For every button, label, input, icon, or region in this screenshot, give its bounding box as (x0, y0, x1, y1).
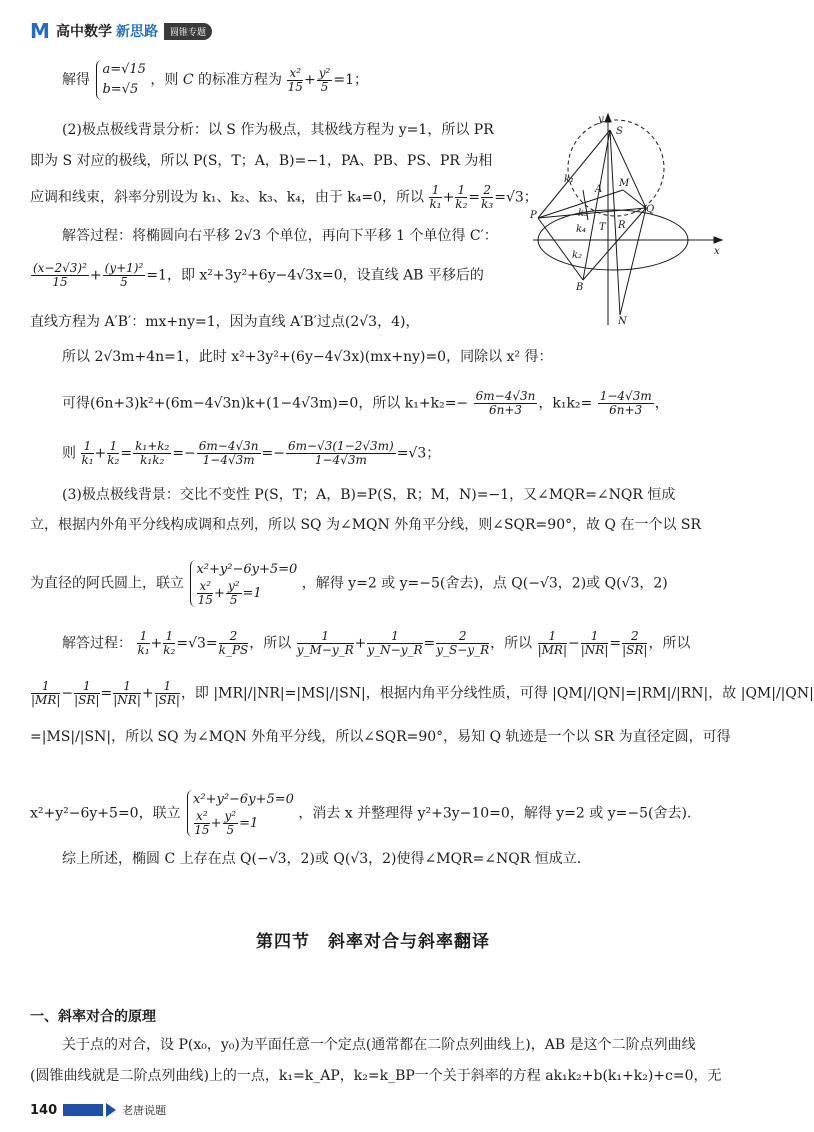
fraction: $\frac{2}{k\_PS}$ (218, 629, 249, 657)
label-p: P (530, 210, 537, 221)
text: 可得(6n+3)k²+(6m−4√3n)k+(1−4√3m)=0，所以 k₁+k₂=− (62, 395, 469, 412)
fraction: $\frac{2}{\text{k₃}}$ (481, 183, 494, 211)
para-2-line-2: 即为 S 对应的极线，所以 P(S，T；A，B)=−1，PA、PB、PS、PR 为相 (30, 153, 493, 169)
para-5: 可得(6n+3)k²+(6m−4√3n)k+(1−4√3m)=0，所以 k₁+k₂=− $\frac{6m-4√3n}{6n+3}$ ，k₁k₂= $\frac{1-4√3m}{6n+3}$ ， (62, 389, 669, 417)
text: 为直径的阿氏圆上，联立 (30, 575, 184, 592)
fraction: $\frac{\text{(y+1)²}}{5}$ (104, 261, 144, 289)
fraction: $\frac{1}{|SR|}$ (74, 679, 100, 707)
label-k1: k₁ (564, 174, 575, 185)
fraction: $\frac{6m-4√3n}{1-4√3m}$ (198, 439, 259, 467)
para-2-line-1: (2)极点极线背景分析：以 S 作为极点，其极线方程为 y=1，所以 PR (62, 122, 494, 138)
var-c: C (182, 72, 194, 88)
para-7-line-3 (30, 560, 668, 607)
label-k4: k₄ (576, 224, 587, 235)
para-8: 解答过程： $\frac{1}{\text{k₁}}$ + $\frac{1}{\text{k₂}}$ =√3= $\frac{2}{k\_PS}$ ，所以 $\frac{1}{y\_M-y\_R}$ + $\frac{1}{y\_N-y\_R}$ = $\frac{2}{y\_S-y\_R}$ ，所以 $\frac{1}{|MR|}$ − $\frac{1}{|NR|}$ = $\frac{2}{|SR|}$ ，所以 (62, 629, 691, 657)
text: ，则 (150, 72, 179, 88)
para-3-line-1: 解答过程：将椭圆向右平移 2√3 个单位，再向下平移 1 个单位得 C′： (62, 228, 498, 244)
label-b: B (576, 282, 584, 293)
label-k2: k₂ (572, 250, 583, 261)
equation-system (96, 60, 145, 100)
label-q: Q (646, 204, 655, 215)
text: 应调和线束，斜率分别设为 k₁、k₂、k₃、k₄，由于 k₄=0，所以 (30, 189, 425, 206)
fraction: $\frac{\text{(x−2√3)²}}{15}$ (33, 261, 87, 289)
fraction: $\frac{\text{x²}}{15}$ (287, 65, 303, 94)
text: 则 (62, 445, 76, 462)
equation-system: x²+y²−6y+5=0 $\frac{\text{x²}}{15}$ + $\frac{\text{y²}}{5}$ =1 (190, 560, 297, 607)
section-para-1: 关于点的对合，设 P(x₀，y₀)为平面任意一个定点(通常都在二阶点列曲线上)，AB 是这个二阶点列曲线 (62, 1037, 696, 1053)
fraction: $\frac{1}{|NR|}$ (580, 629, 609, 657)
text: =1，即 x²+3y²+6y−4√3x=0，设直线 AB 平移后的 (146, 267, 484, 284)
footer-bar (63, 1104, 103, 1116)
text: x²+y²−6y+5=0，联立 (30, 805, 181, 822)
fraction: $\frac{1}{\text{k₁}}$ (429, 183, 442, 211)
system-row: b=√5 (102, 82, 139, 97)
text: ，消去 x 并整理得 y²+3y−10=0，解得 y=2 或 y=−5(舍去). (298, 805, 692, 822)
x-arrow-icon (714, 237, 722, 243)
text: 的标准方程为 (198, 72, 282, 88)
fraction: $\frac{\text{x²}}{15}$ (194, 809, 210, 837)
fraction: $\frac{1}{|MR|}$ (537, 629, 568, 657)
header-badge: 圆锥专题 (164, 23, 212, 40)
fraction: $\frac{1}{y\_N-y\_R}$ (367, 629, 423, 657)
subheading: 一、斜率对合的原理 (30, 1009, 156, 1025)
header-subtitle: 新思路 (116, 24, 158, 40)
para-3-line-3: 直线方程为 A′B′：mx+ny=1，因为直线 A′B′过点(2√3，4)， (30, 314, 420, 330)
ellipse-figure (528, 110, 728, 340)
fraction: $\frac{1}{y\_M-y\_R}$ (296, 629, 354, 657)
label-x: x (714, 246, 720, 257)
fraction: $\frac{1}{\text{k₂}}$ (163, 629, 176, 657)
para-11 (30, 790, 691, 837)
text: =√3； (396, 445, 441, 462)
fraction: $\frac{1}{\text{k₂}}$ (107, 439, 120, 467)
footer (30, 1102, 166, 1118)
para-7-line-2: 立，根据内外角平分线构成调和点列，所以 SQ 为∠MQN 外角平分线，则∠SQR=90°，故 Q 在一个以 SR (30, 517, 702, 533)
fraction: $\frac{1-4√3m}{6n+3}$ (599, 389, 652, 417)
label-k3: k₃ (578, 208, 589, 219)
text: ，解得 y=2 或 y=−5(舍去)，点 Q(−√3，2)或 Q(√3，2) (301, 575, 668, 592)
system-row: x²+y²−6y+5=0 (193, 792, 294, 807)
text: 解得 (62, 72, 90, 88)
para-2-line-3: 应调和线束，斜率分别设为 k₁、k₂、k₃、k₄，由于 k₄=0，所以 $\frac{1}{\text{k₁}}$ + $\frac{1}{\text{k₂}}$ = $\frac{2}{\text{k₃}}$ =√3； (30, 183, 538, 211)
logo-m-icon: M (30, 19, 50, 43)
label-t: T (599, 222, 606, 233)
footer-text: 老唐说题 (122, 1104, 167, 1117)
fraction: $\frac{\text{y²}}{5}$ (227, 579, 240, 607)
fraction: $\frac{1}{\text{k₂}}$ (455, 183, 468, 211)
para-12: 综上所述，椭圆 C 上存在点 Q(−√3，2)或 Q(√3，2)使得∠MQR=∠NQR 恒成立. (62, 851, 582, 867)
section-para-2: (圆锥曲线就是二阶点列曲线)上的一点，k₁=k_AP，k₂=k_BP一个关于斜率的方程 ak₁k₂+b(k₁+k₂)+c=0，无 (30, 1068, 722, 1084)
label-m: M (619, 178, 630, 189)
para-10: =|MS|/|SN|，所以 SQ 为∠MQN 外角平分线，所以∠SQR=90°，易知 Q 轨迹是一个以 SR 为直径定圆，可得 (30, 729, 731, 745)
para-4: 所以 2√3m+4n=1，此时 x²+3y²+(6y−4√3x)(mx+ny)=0，同除以 x² 得： (62, 349, 553, 365)
fraction: $\frac{\text{x²}}{15}$ (197, 579, 213, 607)
fraction: $\frac{1}{|MR|}$ (31, 679, 61, 707)
fraction: $\frac{1}{\text{k₁}}$ (137, 629, 150, 657)
line-mq (623, 190, 646, 208)
label-y: y (598, 114, 604, 125)
page-number: 140 (30, 1102, 58, 1118)
fraction: $\frac{1}{|NR|}$ (113, 679, 141, 707)
fraction: $\frac{1}{|SR|}$ (154, 679, 180, 707)
text: =√3； (494, 189, 538, 206)
line-sb (583, 130, 610, 280)
text: =√3= (176, 635, 218, 652)
header-title: 高中数学 (56, 24, 112, 40)
fraction: $\frac{1}{\text{k₁}}$ (81, 439, 94, 467)
label-r: R (618, 220, 626, 231)
solution-line-1: 解得 a=√15 b=√5 ，则 C 的标准方程为 $\frac{\text{x²}}{15}$ + $\frac{\text{y²}}{5}$ =1； (62, 60, 368, 100)
label-a: A (595, 184, 603, 195)
footer-arrow-icon (106, 1103, 116, 1117)
section-title: 第四节 斜率对合与斜率翻译 (256, 932, 490, 952)
text: =1； (333, 72, 368, 88)
fraction: $\frac{6m-4√3n}{6n+3}$ (475, 389, 536, 417)
text: ，所以 (249, 635, 292, 652)
fraction: $\frac{\text{y²}}{5}$ (318, 65, 331, 94)
fraction: $\frac{2}{|SR|}$ (622, 629, 648, 657)
label-n: N (618, 316, 627, 327)
text: ，k₁k₂= (538, 395, 593, 412)
fraction: $\frac{2}{y\_S-y\_R}$ (436, 629, 490, 657)
para-6: 则 $\frac{1}{\text{k₁}}$ + $\frac{1}{\text{k₂}}$ = $\frac{\text{k₁+k₂}}{\text{k₁k₂}}$ =− $\frac{6m-4√3n}{1-4√3m}$ =− $\frac{6m-√3(1-2√3m)}{1-4√3m}$ =√3； (62, 439, 441, 467)
text: 解答过程： (62, 635, 132, 652)
para-7-line-1: (3)极点极线背景：交比不变性 P(S，T；A，B)=P(S，R；M，N)=−1，又∠MQR=∠NQR 恒成 (62, 487, 676, 503)
fraction: $\frac{\text{y²}}{5}$ (224, 809, 237, 837)
para-3-line-2: $\frac{\text{(x−2√3)²}}{15}$ + $\frac{\text{(y+1)²}}{5}$ =1，即 x²+3y²+6y−4√3x=0，设直线 AB 平移后的 (33, 261, 484, 289)
system-row: a=√15 (102, 62, 146, 77)
para-9: $\frac{1}{|MR|}$ − $\frac{1}{|SR|}$ = $\frac{1}{|NR|}$ + $\frac{1}{|SR|}$ ，即 |MR|/|NR|=|MS|/|SN|，根据内角平分线性质，可得 |QM|/|QN|=|RM|/|RN|，故 |QM|/|QN| (31, 679, 814, 707)
line-sq (610, 130, 646, 208)
fraction: $\frac{\text{k₁+k₂}}{\text{k₁k₂}}$ (135, 439, 170, 467)
label-s: S (616, 126, 623, 137)
header-logo (30, 20, 212, 42)
text: ，所以 (490, 635, 533, 652)
equation-system: x²+y²−6y+5=0 $\frac{\text{x²}}{15}$ + $\frac{\text{y²}}{5}$ =1 (187, 790, 294, 837)
system-row: x²+y²−6y+5=0 (196, 562, 298, 577)
fraction: $\frac{6m-√3(1-2√3m)}{1-4√3m}$ (287, 439, 394, 467)
